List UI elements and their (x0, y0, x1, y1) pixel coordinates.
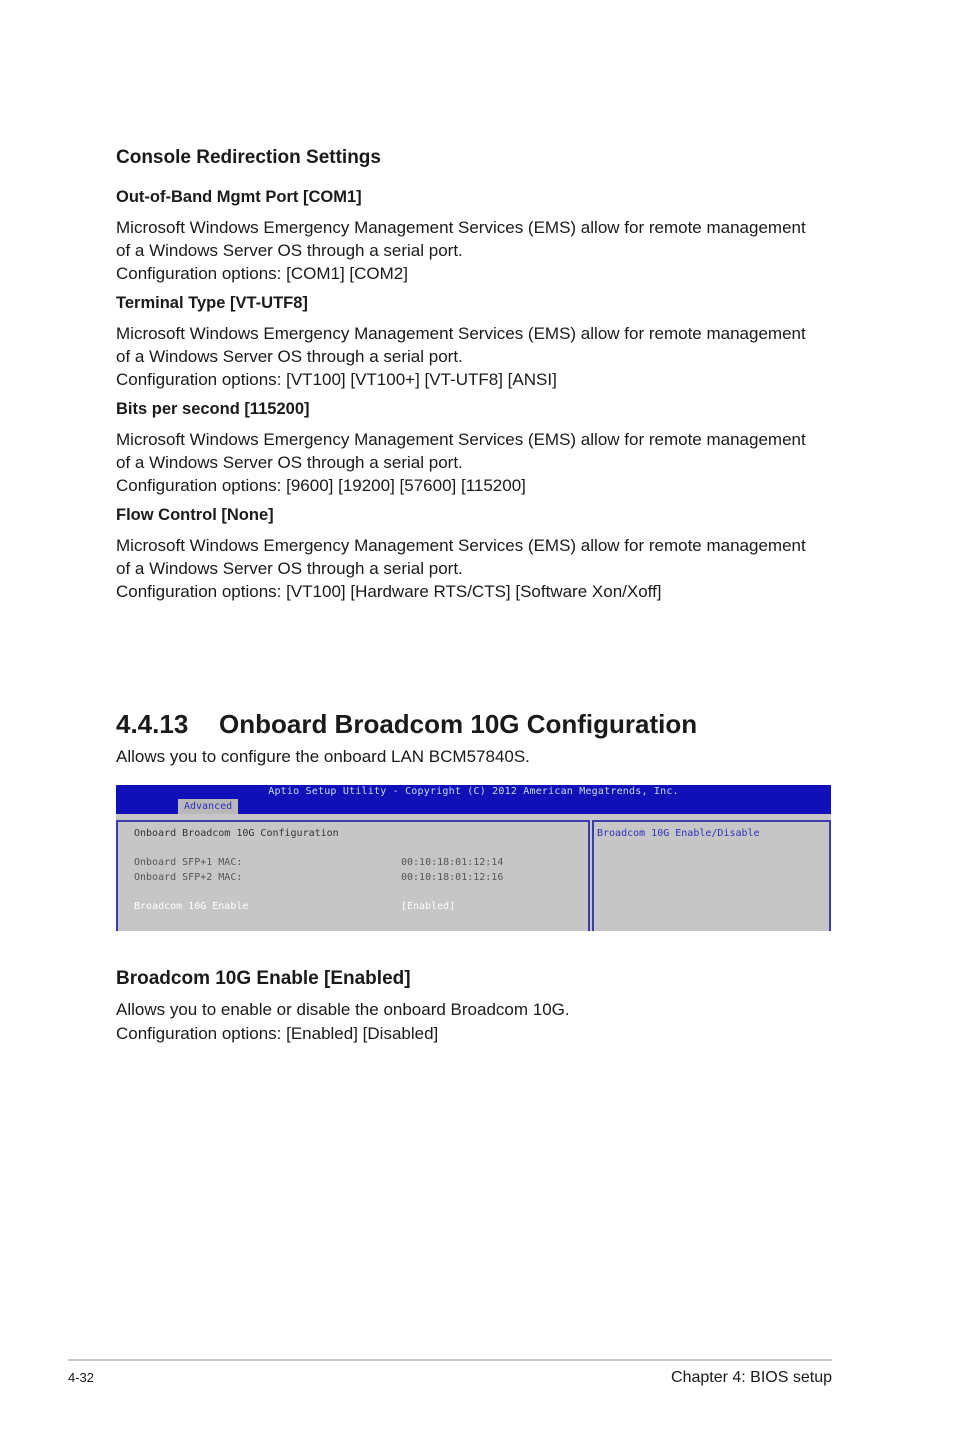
console-redirection-heading: Console Redirection Settings (116, 147, 381, 168)
setting-title: Flow Control [None] (116, 506, 274, 524)
bios-panel-heading: Onboard Broadcom 10G Configuration (134, 828, 339, 839)
bios-screenshot (116, 785, 831, 931)
setting-flow-control (116, 505, 832, 603)
description-line: of a Windows Server OS through a serial port. (116, 559, 463, 578)
bios-main-panel (116, 820, 590, 931)
bios-tab-advanced: Advanced (178, 799, 238, 814)
configuration-options: Configuration options: [Enabled] [Disabled] (116, 1024, 439, 1043)
bios-help-text: Broadcom 10G Enable/Disable (597, 828, 760, 839)
description-line: of a Windows Server OS through a serial port. (116, 241, 463, 260)
bios-row-label: Onboard SFP+2 MAC: (134, 872, 243, 883)
section-number: 4.4.13 (116, 709, 189, 739)
setting-description (116, 428, 832, 497)
setting-title: Out-of-Band Mgmt Port [COM1] (116, 188, 362, 206)
broadcom-enable-heading: Broadcom 10G Enable [Enabled] (116, 968, 411, 989)
chapter-label: Chapter 4: BIOS setup (671, 1369, 832, 1386)
section-heading (116, 706, 697, 742)
description-line: Microsoft Windows Emergency Management Services (EMS) allow for remote management (116, 324, 806, 343)
bios-title-bar (116, 785, 831, 814)
bios-title: Aptio Setup Utility - Copyright (C) 2012 American Megatrends, Inc. (268, 786, 679, 797)
footer-divider (68, 1359, 832, 1361)
description-line: Microsoft Windows Emergency Management Services (EMS) allow for remote management (116, 218, 806, 237)
section-title: Onboard Broadcom 10G Configuration (219, 709, 698, 739)
setting-out-of-band-mgmt-port (116, 187, 832, 285)
configuration-options: Configuration options: [VT100] [VT100+] [VT-UTF8] [ANSI] (116, 370, 557, 389)
description-line: Microsoft Windows Emergency Management Services (EMS) allow for remote management (116, 430, 806, 449)
page-number: 4-32 (68, 1370, 95, 1385)
configuration-options: Configuration options: [COM1] [COM2] (116, 264, 408, 283)
bios-selected-item-value: [Enabled] (401, 901, 456, 912)
setting-bits-per-second (116, 399, 832, 497)
bios-row-value: 00:10:18:01:12:14 (401, 857, 504, 868)
setting-description (116, 216, 832, 285)
setting-description (116, 322, 832, 391)
setting-terminal-type (116, 293, 832, 391)
description-line: Microsoft Windows Emergency Management Services (EMS) allow for remote management (116, 536, 806, 555)
configuration-options: Configuration options: [VT100] [Hardware RTS/CTS] [Software Xon/Xoff] (116, 582, 662, 601)
bios-row-label: Onboard SFP+1 MAC: (134, 857, 243, 868)
description-line: Allows you to enable or disable the onboard Broadcom 10G. (116, 1000, 570, 1019)
description-line: of a Windows Server OS through a serial port. (116, 453, 463, 472)
configuration-options: Configuration options: [9600] [19200] [57600] [115200] (116, 476, 526, 495)
description-line: of a Windows Server OS through a serial port. (116, 347, 463, 366)
setting-description (116, 534, 832, 603)
bios-help-panel (592, 820, 831, 931)
bios-row-value: 00:10:18:01:12:16 (401, 872, 504, 883)
section-intro: Allows you to configure the onboard LAN BCM57840S. (116, 747, 530, 766)
bios-selected-item-label: Broadcom 10G Enable (134, 901, 249, 912)
setting-title: Terminal Type [VT-UTF8] (116, 294, 308, 312)
broadcom-enable-description (116, 998, 570, 1046)
setting-title: Bits per second [115200] (116, 400, 310, 418)
